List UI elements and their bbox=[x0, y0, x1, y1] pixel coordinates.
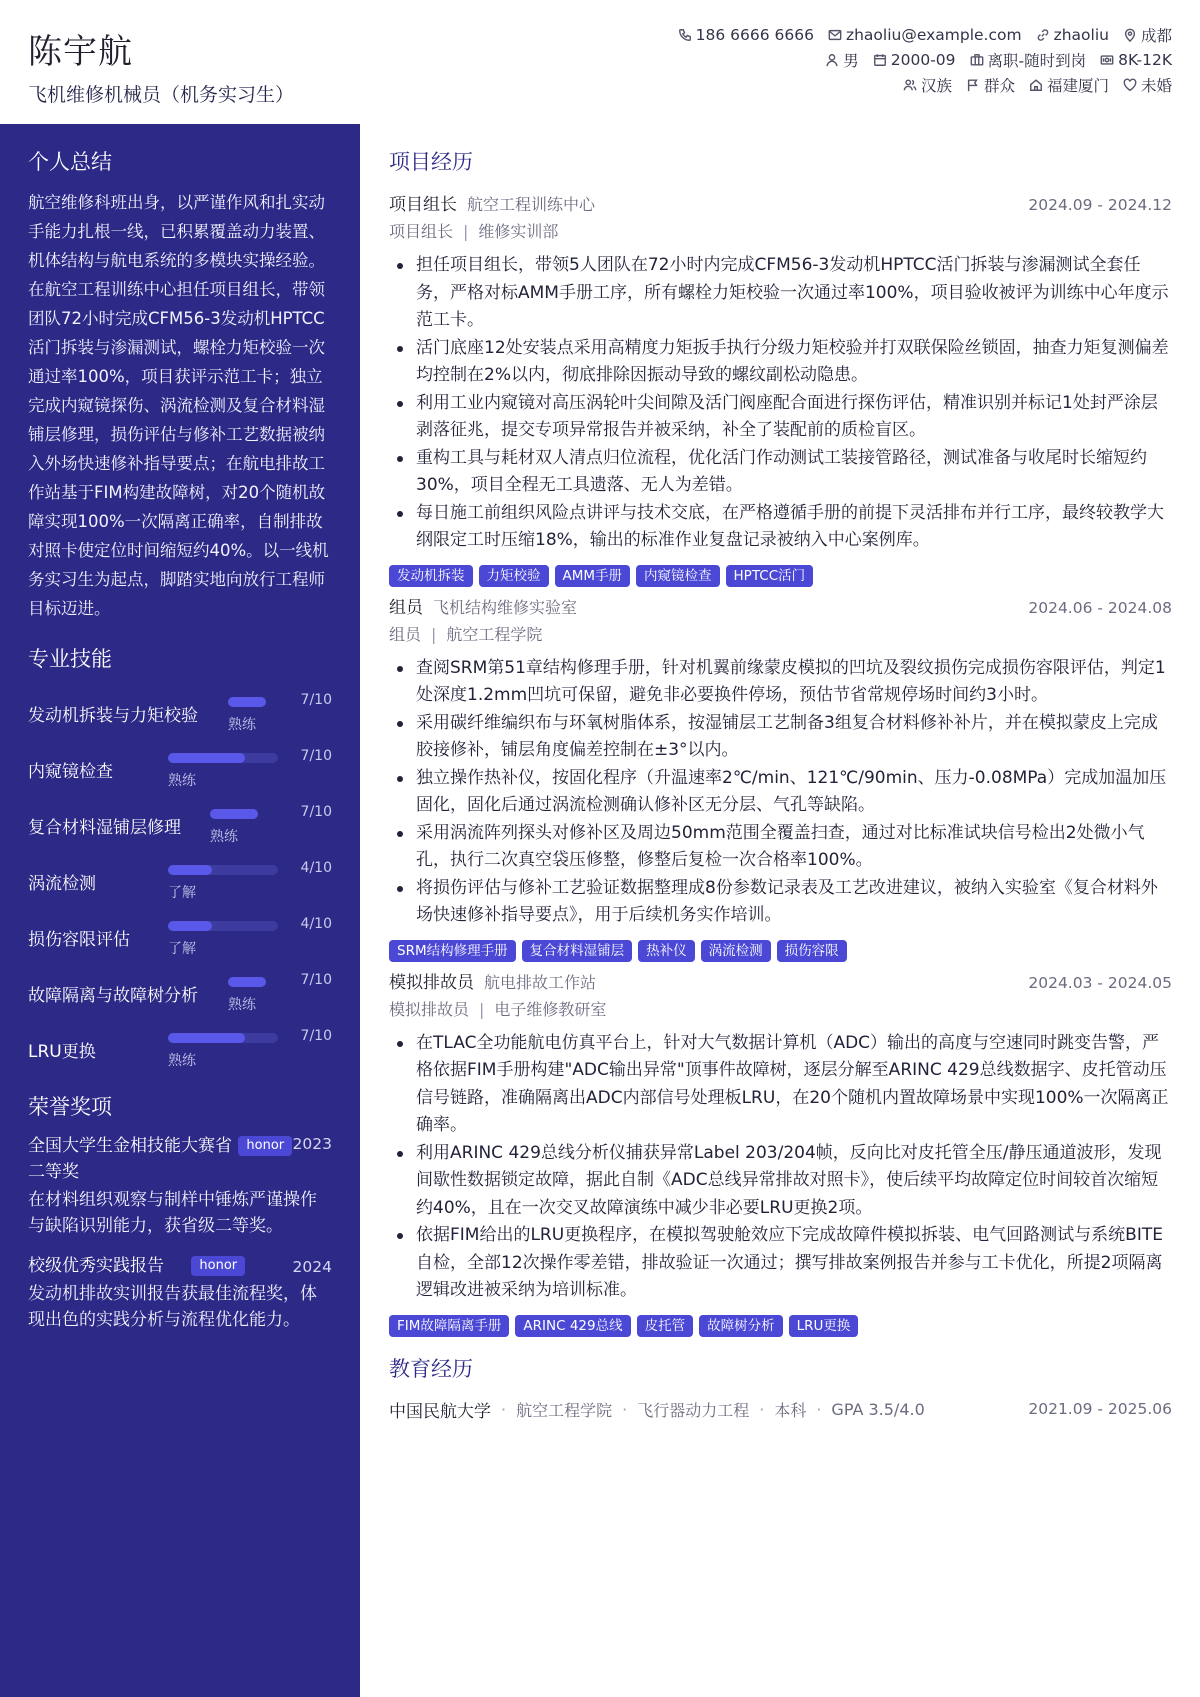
heart-icon bbox=[1123, 78, 1137, 92]
skill-progress-fill bbox=[228, 697, 266, 707]
person-icon bbox=[825, 53, 839, 67]
project-role: 项目组长 bbox=[389, 195, 457, 215]
contact-info bbox=[412, 22, 1172, 97]
skill-progress-bar bbox=[168, 921, 278, 931]
skill-progress-bar bbox=[210, 809, 258, 819]
awards-heading: 荣誉奖项 bbox=[28, 1095, 112, 1119]
project-date: 2024.06 - 2024.08 bbox=[1028, 598, 1172, 617]
award-year: 2024 bbox=[292, 1258, 332, 1276]
contact-row bbox=[412, 72, 1172, 97]
skill-tag: 发动机拆装 bbox=[389, 565, 473, 587]
contact-salary bbox=[1100, 51, 1172, 69]
skill-score: 7/10 bbox=[300, 692, 332, 708]
contact-text: 8K-12K bbox=[1118, 50, 1172, 69]
contact-text: 2000-09 bbox=[890, 50, 956, 69]
skill-progress-bar bbox=[168, 865, 278, 875]
contact-text: 群众 bbox=[983, 76, 1015, 95]
award-year: 2023 bbox=[292, 1135, 332, 1153]
skill-score: 4/10 bbox=[300, 860, 332, 876]
project-subline bbox=[389, 218, 1172, 246]
skill-score: 4/10 bbox=[300, 916, 332, 932]
bullet-item: 利用ARINC 429总线分析仪捕获异常Label 203/204帧，反向比对皮托管全压/静压通道波形，发现间歇性数据锁定故障，据此自制《ADC总线异常排故对照卡》，使后续平均故障定位时间较首次缩短约40%，且在一次交叉故障演练中减少非必要LRU更换2项。 bbox=[389, 1140, 1172, 1223]
bullet-item: 采用碳纤维编织布与环氧树脂体系，按湿铺层工艺制备3组复合材料修补补片，并在模拟蒙皮上完成胶接修补，铺层角度偏差控制在±3°以内。 bbox=[389, 710, 1172, 765]
skill-tag: SRM结构修理手册 bbox=[389, 940, 516, 962]
project-bullets bbox=[389, 252, 1172, 555]
project-sub-dept: 维修实训部 bbox=[478, 222, 559, 241]
skill-item bbox=[28, 797, 332, 853]
summary-text: 航空维修科班出身，以严谨作风和扎实动手能力扎根一线，已积累覆盖动力装置、机体结构与航电系统的多模块实操经验。在航空工程训练中心担任项目组长，带领团队72小时完成CFM56-3发动机HPTCC活门拆装与渗漏测试，螺栓力矩校验一次通过率100%，项目获评示范工卡；独立完成内窥镜探伤、涡流检测及复合材料湿铺层修理，损伤评估与修补工艺数据被纳入外场快速修补指导要点；在航电排故工作站基于FIM构建故障树，对20个随机故障实现100%一次隔离正确率，自制排故对照卡使定位时间缩短约40%。以一线机务实习生为起点，脚踏实地向放行工程师目标迈进。 bbox=[28, 193, 329, 618]
skill-item bbox=[28, 1021, 332, 1077]
skill-name: 故障隔离与故障树分析 bbox=[28, 986, 198, 1006]
people-icon bbox=[903, 78, 917, 92]
contact-location bbox=[1123, 24, 1172, 46]
project-entry bbox=[389, 190, 1172, 587]
calendar-icon bbox=[873, 53, 887, 67]
project-sub-role: 项目组长 bbox=[389, 222, 454, 241]
project-subline bbox=[389, 996, 1172, 1024]
skill-progress-fill bbox=[168, 865, 212, 875]
project-org: 航空工程训练中心 bbox=[467, 195, 596, 214]
contact-ethnicity bbox=[903, 74, 952, 96]
bullet-item: 活门底座12处安装点采用高精度力矩扳手执行分级力矩校验并打双联保险丝锁固，抽查力矩复测偏差均控制在2%以内，彻底排除因振动导致的螺纹副松动隐患。 bbox=[389, 335, 1172, 390]
skill-progress-bar bbox=[168, 1033, 278, 1043]
project-tags bbox=[389, 940, 1172, 962]
skills-heading: 专业技能 bbox=[28, 647, 112, 671]
project-header bbox=[389, 968, 1172, 996]
separator-bar: | bbox=[431, 624, 437, 644]
project-entry bbox=[389, 593, 1172, 962]
contact-text: 离职-随时到岗 bbox=[987, 51, 1087, 70]
separator-bar: | bbox=[463, 222, 469, 241]
skill-score: 7/10 bbox=[300, 748, 332, 764]
skill-progress-fill bbox=[228, 977, 266, 987]
skill-level: 了解 bbox=[168, 941, 196, 957]
award-description: 发动机排故实训报告获最佳流程奖，体现出色的实践分析与流程优化能力。 bbox=[28, 1284, 317, 1330]
contact-gender bbox=[825, 49, 859, 71]
award-description: 在材料组织观察与制样中锤炼严谨操作与缺陷识别能力，获省级二等奖。 bbox=[28, 1190, 317, 1236]
award-badge: honor bbox=[191, 1256, 245, 1276]
skill-item bbox=[28, 853, 332, 909]
project-entry bbox=[389, 968, 1172, 1337]
skill-level: 熟练 bbox=[228, 717, 256, 733]
briefcase-icon bbox=[970, 53, 984, 67]
bullet-item: 重构工具与耗材双人清点归位流程，优化活门作动测试工装接管路径，测试准备与收尾时长缩短约30%，项目全程无工具遗落、无人为差错。 bbox=[389, 445, 1172, 500]
project-bullets bbox=[389, 655, 1172, 930]
skill-progress-bar bbox=[228, 697, 266, 707]
skill-progress-bar bbox=[168, 753, 278, 763]
projects-heading: 项目经历 bbox=[389, 150, 473, 174]
sidebar bbox=[0, 124, 360, 1697]
award-item bbox=[28, 1253, 332, 1333]
skill-score: 7/10 bbox=[300, 804, 332, 820]
skill-level: 了解 bbox=[168, 885, 196, 901]
bullet-item: 担任项目组长，带领5人团队在72小时内完成CFM56-3发动机HPTCC活门拆装与渗漏测试全套任务，严格对标AMM手册工序，所有螺栓力矩校验一次通过率100%，项目验收被评为训练中心年度示范工卡。 bbox=[389, 252, 1172, 335]
project-sub-dept: 航空工程学院 bbox=[446, 624, 543, 644]
skill-item bbox=[28, 741, 332, 797]
project-role: 模拟排故员 bbox=[389, 972, 474, 993]
bullet-item: 利用工业内窥镜对高压涡轮叶尖间隙及活门阀座配合面进行探伤评估，精准识别并标记1处封严涂层剥落征兆，提交专项异常报告并被采纳，补全了装配前的质检盲区。 bbox=[389, 390, 1172, 445]
contact-status bbox=[970, 49, 1087, 71]
contact-link[interactable] bbox=[1036, 26, 1109, 44]
project-subline bbox=[389, 621, 1172, 649]
project-sub-role: 组员 bbox=[389, 624, 422, 644]
project-sub-dept: 电子维修教研室 bbox=[494, 999, 607, 1019]
skill-progress-fill bbox=[210, 809, 258, 819]
separator-bar: | bbox=[479, 999, 485, 1019]
skill-progress-fill bbox=[168, 1033, 245, 1043]
mail-icon bbox=[828, 28, 842, 42]
bullet-item: 依据FIM给出的LRU更换程序，在模拟驾驶舱效应下完成故障件模拟拆装、电气回路测试与系统BITE自检，全部12次操作零差错，排故验证一次通过；撰写排故案例报告并参与工卡优化，所提2项隔离逻辑改进被采纳为培训标准。 bbox=[389, 1222, 1172, 1305]
skill-tag: 皮托管 bbox=[637, 1315, 694, 1337]
skill-level: 熟练 bbox=[210, 829, 238, 845]
separator-dot: · bbox=[816, 1399, 822, 1419]
skill-name: 损伤容限评估 bbox=[28, 930, 130, 950]
bullet-item: 独立操作热补仪，按固化程序（升温速率2℃/min、121℃/90min、压力-0.08MPa）完成加温加压固化，固化后通过涡流检测确认修补区无分层、气孔等缺陷。 bbox=[389, 765, 1172, 820]
skill-tag: 复合材料湿铺层 bbox=[522, 940, 633, 962]
project-header bbox=[389, 593, 1172, 621]
award-item bbox=[28, 1133, 332, 1239]
skill-item bbox=[28, 685, 332, 741]
contact-row bbox=[412, 22, 1172, 47]
skill-item bbox=[28, 965, 332, 1021]
project-sub-role: 模拟排故员 bbox=[389, 999, 470, 1019]
contact-text: zhaoliu bbox=[1053, 25, 1109, 44]
skill-level: 熟练 bbox=[168, 773, 196, 789]
contact-phone[interactable] bbox=[678, 26, 814, 44]
contact-birth bbox=[873, 51, 956, 69]
skill-progress-bar bbox=[228, 977, 266, 987]
summary-heading: 个人总结 bbox=[28, 150, 112, 174]
main-content bbox=[389, 124, 1172, 1422]
projects-list bbox=[389, 190, 1172, 1337]
project-role: 组员 bbox=[389, 597, 423, 618]
skill-level: 熟练 bbox=[228, 997, 256, 1013]
contact-text: 未婚 bbox=[1140, 76, 1172, 95]
project-header bbox=[389, 190, 1172, 218]
skill-tag: 故障树分析 bbox=[699, 1315, 783, 1337]
contact-email[interactable] bbox=[828, 26, 1022, 44]
separator-dot: · bbox=[622, 1399, 628, 1419]
separator-dot: · bbox=[759, 1399, 765, 1419]
project-tags bbox=[389, 1315, 1172, 1337]
skill-tag: 力矩校验 bbox=[479, 565, 549, 587]
skill-tag: LRU更换 bbox=[789, 1315, 859, 1337]
link-icon bbox=[1036, 28, 1050, 42]
skill-name: 发动机拆装与力矩校验 bbox=[28, 706, 198, 726]
bullet-item: 每日施工前组织风险点讲评与技术交底，在严格遵循手册的前提下灵活排布并行工序，最终较教学大纲限定工时压缩18%，输出的标准作业复盘记录被纳入中心案例库。 bbox=[389, 500, 1172, 555]
education-entry bbox=[389, 1397, 1172, 1422]
skill-tag: 热补仪 bbox=[638, 940, 695, 962]
contact-text: zhaoliu@example.com bbox=[845, 25, 1022, 44]
skill-tag: 损伤容限 bbox=[777, 940, 847, 962]
project-tags bbox=[389, 565, 1172, 587]
resume-header bbox=[0, 0, 1200, 124]
skill-progress-fill bbox=[168, 753, 245, 763]
project-org: 航电排故工作站 bbox=[484, 972, 597, 992]
skill-score: 7/10 bbox=[300, 1028, 332, 1044]
skill-progress-fill bbox=[168, 921, 212, 931]
education-date: 2021.09 - 2025.06 bbox=[1028, 1400, 1172, 1418]
project-date: 2024.09 - 2024.12 bbox=[1028, 196, 1172, 214]
skill-name: LRU更换 bbox=[28, 1042, 96, 1062]
education-college: 航空工程学院 bbox=[516, 1400, 613, 1420]
education-heading: 教育经历 bbox=[389, 1356, 473, 1381]
location-icon bbox=[1123, 28, 1137, 42]
home-icon bbox=[1029, 78, 1043, 92]
separator-dot: · bbox=[501, 1399, 507, 1419]
education-major: 飞行器动力工程 bbox=[637, 1400, 750, 1420]
contact-text: 成都 bbox=[1140, 26, 1172, 45]
award-badge: honor bbox=[238, 1136, 292, 1156]
project-date: 2024.03 - 2024.05 bbox=[1028, 973, 1172, 992]
skill-name: 涡流检测 bbox=[28, 874, 96, 894]
contact-text: 汉族 bbox=[920, 76, 952, 95]
awards-list bbox=[28, 1133, 332, 1333]
job-title: 飞机维修机械员（机务实习生） bbox=[28, 84, 295, 106]
skill-tag: 内窥镜检查 bbox=[636, 565, 720, 587]
contact-marital bbox=[1123, 74, 1172, 96]
contact-text: 186 6666 6666 bbox=[695, 25, 814, 44]
bullet-item: 在TLAC全功能航电仿真平台上，针对大气数据计算机（ADC）输出的高度与空速同时跳变告警，严格依据FIM手册构建"ADC输出异常"顶事件故障树，逐层分解至ARINC 429总线数据字、皮托管动压信号链路，准确隔离出ADC内部信号处理板LRU，在20个随机内置故障场景中实现100%一次隔离正确率。 bbox=[389, 1030, 1172, 1140]
skill-level: 熟练 bbox=[168, 1053, 196, 1069]
skill-tag: HPTCC活门 bbox=[726, 565, 814, 587]
flag-icon bbox=[966, 78, 980, 92]
contact-text: 男 bbox=[843, 51, 859, 70]
skill-tag: FIM故障隔离手册 bbox=[389, 1315, 509, 1337]
candidate-name: 陈宇航 bbox=[28, 32, 133, 72]
project-bullets bbox=[389, 1030, 1172, 1305]
skill-tag: 涡流检测 bbox=[701, 940, 771, 962]
phone-icon bbox=[678, 28, 692, 42]
money-icon bbox=[1100, 53, 1114, 67]
contact-text: 福建厦门 bbox=[1046, 76, 1109, 95]
skill-name: 内窥镜检查 bbox=[28, 762, 113, 782]
contact-row bbox=[412, 47, 1172, 72]
award-name: 校级优秀实践报告 bbox=[28, 1256, 164, 1276]
skills-list bbox=[28, 685, 332, 1077]
skill-name: 复合材料湿铺层修理 bbox=[28, 818, 181, 838]
skill-score: 7/10 bbox=[300, 972, 332, 988]
bullet-item: 采用涡流阵列探头对修补区及周边50mm范围全覆盖扫查，通过对比标准试块信号检出2处微小气孔，执行二次真空袋压修整，修整后复检一次合格率100%。 bbox=[389, 820, 1172, 875]
skill-tag: AMM手册 bbox=[555, 565, 631, 587]
contact-hometown bbox=[1029, 74, 1109, 96]
contact-political bbox=[966, 74, 1015, 96]
skill-item bbox=[28, 909, 332, 965]
skill-tag: ARINC 429总线 bbox=[515, 1315, 630, 1337]
bullet-item: 将损伤评估与修补工艺验证数据整理成8份参数记录表及工艺改进建议，被纳入实验室《复合材料外场快速修补指导要点》，用于后续机务实作培训。 bbox=[389, 875, 1172, 930]
award-name: 全国大学生金相技能大赛省二等奖 bbox=[28, 1136, 232, 1182]
education-school: 中国民航大学 bbox=[389, 1401, 491, 1422]
bullet-item: 查阅SRM第51章结构修理手册，针对机翼前缘蒙皮模拟的凹坑及裂纹损伤完成损伤容限评估，判定1处深度1.2mm凹坑可保留，避免非必要换件停场，预估节省常规停场时间约3小时。 bbox=[389, 655, 1172, 710]
education-gpa: GPA 3.5/4.0 bbox=[831, 1399, 925, 1419]
education-degree: 本科 bbox=[774, 1400, 807, 1420]
project-org: 飞机结构维修实验室 bbox=[433, 597, 578, 617]
